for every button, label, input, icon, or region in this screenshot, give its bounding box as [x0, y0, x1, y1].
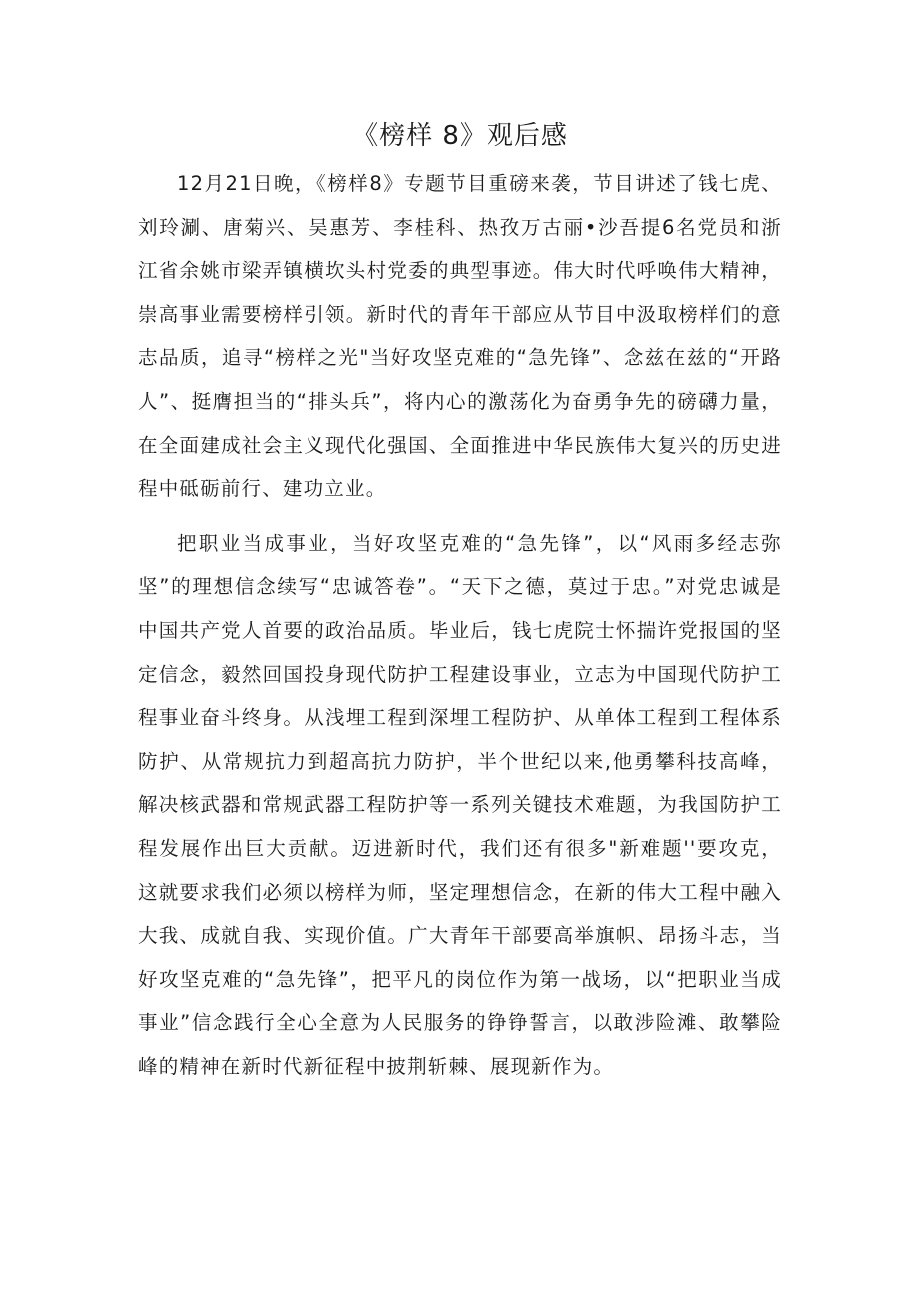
document-title: 《榜样 8》观后感 — [352, 121, 568, 151]
paragraph-intro: 12月21日晚，《榜样8》专题节目重磅来袭，节目讲述了钱七虎、刘玲涮、唐菊兴、吴惠芳、李桂科、热孜万古丽•沙吾提6名党员和浙江省余姚市梁弄镇横坎头村党委的典型事迹。伟大时代呼唤伟大精神，崇高事业需要榜样引领。新时代的青年干部应从节目中汲取榜样们的意志品质，追寻“榜样之光"当好攻坚克难的“急先锋”、念兹在兹的“开路人”、挺膺担当的“排头兵”，将内心的激荡化为奋勇争先的磅礴力量，在全面建成社会主义现代化强国、全面推进中华民族伟大复兴的历史进程中砥砺前行、建功立业。 — [138, 172, 782, 501]
document-body — [138, 162, 782, 1088]
paragraph-pioneer: 把职业当成事业，当好攻坚克难的“急先锋”，以“风雨多经志弥坚”的理想信念续写“忠诚答卷”。“天下之德，莫过于忠。”对党忠诚是中国共产党人首要的政治品质。毕业后，钱七虎院士怀揣许党报国的坚定信念，毅然回国投身现代防护工程建设事业，立志为中国现代防护工程事业奋斗终身。从浅埋工程到深埋工程防护、从单体工程到工程体系防护、从常规抗力到超高抗力防护，半个世纪以来,他勇攀科技高峰，解决核武器和常规武器工程防护等一系列关键技术难题，为我国防护工程发展作出巨大贡献。迈进新时代，我们还有很多"新难题''要攻克，这就要求我们必须以榜样为师，坚定理想信念，在新的伟大工程中融入大我、成就自我、实现价值。广大青年干部要高举旗帜、昂扬斗志，当好攻坚克难的“急先锋”，把平凡的岗位作为第一战场，以“把职业当成事业”信念践行全心全意为人民服务的铮铮誓言，以敢涉险滩、敢攀险峰的精神在新时代新征程中披荆斩棘、展现新作为。 — [138, 531, 782, 1078]
